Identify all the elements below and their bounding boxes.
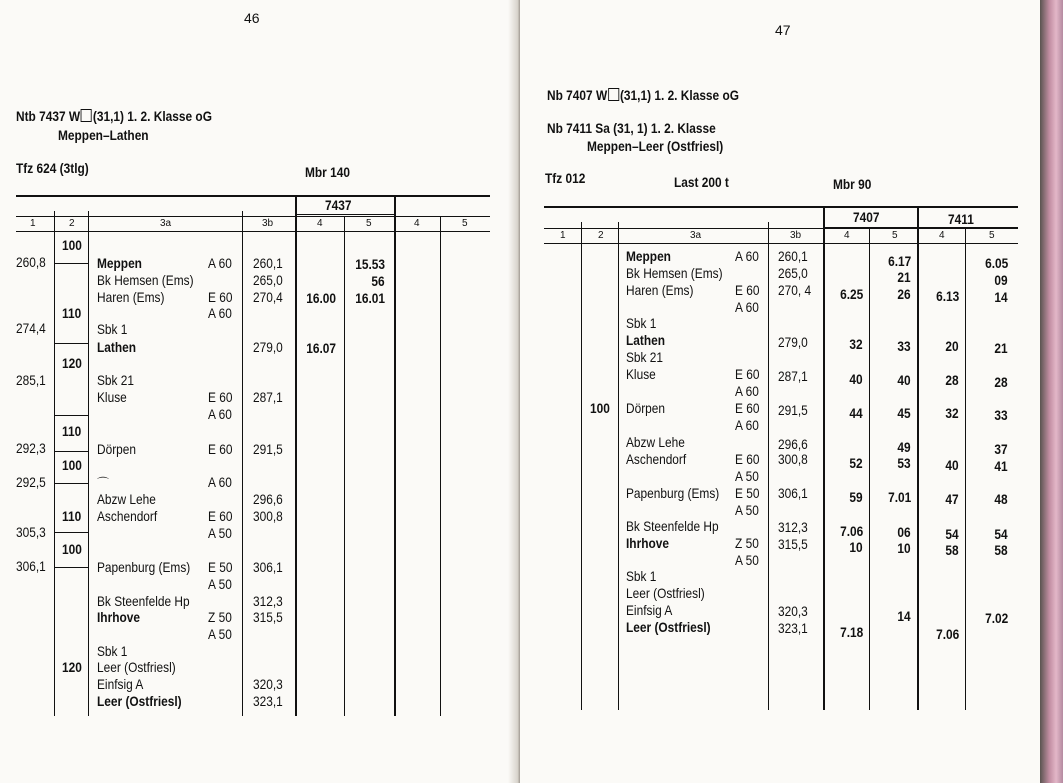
station-name: Sbk 21 xyxy=(97,372,135,388)
distance: 291,5 xyxy=(778,402,808,418)
signal: E 60 xyxy=(208,441,233,457)
signal: A 50 xyxy=(735,502,759,518)
station-name: Leer (Ostfriesl) xyxy=(626,585,705,601)
station-name: Meppen xyxy=(626,248,671,264)
time-value: 54 xyxy=(945,526,959,542)
signal: A 50 xyxy=(208,576,232,592)
tfz-label: Tfz 624 (3tlg) xyxy=(16,160,89,176)
signal: A 60 xyxy=(735,383,759,399)
station-name: Haren (Ems) xyxy=(626,282,694,298)
time-value: 21 xyxy=(897,269,911,285)
time-value: 21 xyxy=(994,340,1008,356)
distance: 300,8 xyxy=(778,451,808,467)
speed-value: 100 xyxy=(62,541,82,557)
distance: 315,5 xyxy=(253,609,283,625)
time-value: 16.01 xyxy=(355,290,385,306)
distance: 315,5 xyxy=(778,536,808,552)
distance: 300,8 xyxy=(253,508,283,524)
time-value: 59 xyxy=(849,489,863,505)
signal: Z 50 xyxy=(735,535,759,551)
station-name: Sbk 1 xyxy=(97,643,128,659)
junction-icon: ⌒ xyxy=(97,476,110,490)
heading-line2: Nb 7411 Sa (31, 1) 1. 2. Klasse xyxy=(547,120,716,136)
time-value: 53 xyxy=(897,455,911,471)
time-value: 40 xyxy=(945,457,959,473)
distance: 323,1 xyxy=(253,693,283,709)
distance: 265,0 xyxy=(253,272,283,288)
km-value: 305,3 xyxy=(16,524,46,540)
time-value: 52 xyxy=(849,455,863,471)
station-name: Bk Hemsen (Ems) xyxy=(97,272,194,288)
col-header: 5 xyxy=(462,218,468,229)
km-value: 274,4 xyxy=(16,320,46,336)
col-header: 3b xyxy=(262,218,274,229)
time-value: 7.18 xyxy=(839,624,863,640)
distance: 270,4 xyxy=(253,289,283,305)
col-header: 2 xyxy=(69,218,75,229)
signal: A 60 xyxy=(208,305,232,321)
speed-value: 120 xyxy=(62,659,82,675)
signal: A 60 xyxy=(208,474,232,490)
station-name: Ihrhove xyxy=(97,609,140,625)
col-header: 1 xyxy=(30,218,36,229)
signal: A 60 xyxy=(735,299,759,315)
distance: 287,1 xyxy=(778,368,808,384)
signal: A 50 xyxy=(208,525,232,541)
signal: Z 50 xyxy=(208,609,232,625)
tfz-label: Tfz 012 xyxy=(545,170,586,186)
station-name: Sbk 21 xyxy=(626,349,664,365)
time-value: 6.17 xyxy=(887,253,911,269)
time-value: 14 xyxy=(897,608,911,624)
station-name: Abzw Lehe xyxy=(97,491,156,507)
station-name: Haren (Ems) xyxy=(97,289,165,305)
km-value: 292,5 xyxy=(16,474,46,490)
distance: 260,1 xyxy=(778,248,808,264)
speed-value: 100 xyxy=(590,400,610,416)
distance: 270, 4 xyxy=(778,282,812,298)
speed-value: 100 xyxy=(62,457,82,473)
station-name: Aschendorf xyxy=(626,451,687,467)
signal: E 60 xyxy=(208,389,233,405)
distance: 323,1 xyxy=(778,620,808,636)
distance: 265,0 xyxy=(778,265,808,281)
time-value: 16.07 xyxy=(306,340,336,356)
station-name: Leer (Ostfriesl) xyxy=(97,693,182,709)
signal: A 60 xyxy=(735,248,759,264)
distance: 320,3 xyxy=(253,676,283,692)
mbr-label: Mbr 90 xyxy=(833,176,872,192)
station-name: Lathen xyxy=(626,332,666,348)
time-value: 20 xyxy=(945,338,959,354)
page-number: 46 xyxy=(244,10,260,26)
time-value: 28 xyxy=(994,374,1008,390)
time-value: 28 xyxy=(945,372,959,388)
signal: A 50 xyxy=(735,468,759,484)
train-number: 7407 xyxy=(853,209,880,225)
heading-line1: Ntb 7437 W (31,1) 1. 2. Klasse oG xyxy=(16,108,212,124)
col-header: 4 xyxy=(844,230,850,241)
time-value: 6.13 xyxy=(935,288,959,304)
mbr-label: Mbr 140 xyxy=(305,164,350,180)
station-name: Bk Steenfelde Hp xyxy=(97,593,190,609)
station-name: Dörpen xyxy=(97,441,137,457)
signal: E 50 xyxy=(208,559,233,575)
distance: 312,3 xyxy=(253,593,283,609)
signal: A 60 xyxy=(208,255,232,271)
time-value: 6.25 xyxy=(839,286,863,302)
train-number: 7437 xyxy=(325,197,352,213)
km-value: 260,8 xyxy=(16,254,46,270)
time-value: 10 xyxy=(849,539,863,555)
distance: 320,3 xyxy=(778,603,808,619)
time-value: 40 xyxy=(849,371,863,387)
distance: 296,6 xyxy=(253,491,283,507)
station-name: Bk Hemsen (Ems) xyxy=(626,265,723,281)
time-value: 16.00 xyxy=(306,290,336,306)
station-name: Sbk 1 xyxy=(97,321,128,337)
station-name: Bk Steenfelde Hp xyxy=(626,518,719,534)
distance: 306,1 xyxy=(778,485,808,501)
station-name: Ihrhove xyxy=(626,535,669,551)
time-value: 58 xyxy=(994,542,1008,558)
speed-value: 120 xyxy=(62,355,82,371)
time-value: 58 xyxy=(945,542,959,558)
station-name: Kluse xyxy=(626,366,656,382)
station-name: Sbk 1 xyxy=(626,568,657,584)
right-page xyxy=(520,0,1044,783)
station-name: Abzw Lehe xyxy=(626,434,685,450)
station-name: Sbk 1 xyxy=(626,315,657,331)
col-header: 1 xyxy=(560,230,566,241)
time-value: 49 xyxy=(897,439,911,455)
station-name: Kluse xyxy=(97,389,127,405)
station-name: Einfsig A xyxy=(626,602,673,618)
distance: 291,5 xyxy=(253,441,283,457)
time-value: 10 xyxy=(897,540,911,556)
time-value: 47 xyxy=(945,491,959,507)
speed-value: 110 xyxy=(62,423,82,439)
station-name: Meppen xyxy=(97,255,142,271)
speed-value: 110 xyxy=(62,508,82,524)
heading-route: Meppen–Leer (Ostfriesl) xyxy=(587,138,724,154)
station-name: Leer (Ostfriesl) xyxy=(626,619,711,635)
signal: E 60 xyxy=(735,282,760,298)
signal: E 60 xyxy=(208,289,233,305)
col-header: 3a xyxy=(690,230,702,241)
distance: 287,1 xyxy=(253,389,283,405)
time-value: 7.06 xyxy=(935,626,959,642)
signal: A 50 xyxy=(208,626,232,642)
time-value: 32 xyxy=(945,405,959,421)
col-header: 3a xyxy=(160,218,172,229)
distance: 312,3 xyxy=(778,519,808,535)
time-value: 41 xyxy=(994,458,1008,474)
last-label: Last 200 t xyxy=(674,174,729,190)
weekday-icon xyxy=(81,109,92,122)
signal: A 50 xyxy=(735,552,759,568)
time-value: 14 xyxy=(994,289,1008,305)
time-value: 06 xyxy=(897,524,911,540)
col-header: 4 xyxy=(939,230,945,241)
weekday-icon xyxy=(608,88,619,101)
time-value: 54 xyxy=(994,526,1008,542)
signal: E 50 xyxy=(735,485,760,501)
time-value: 6.05 xyxy=(984,255,1008,271)
train-number: 7411 xyxy=(948,211,974,227)
col-header: 5 xyxy=(989,230,995,241)
time-value: 37 xyxy=(994,441,1008,457)
signal: E 60 xyxy=(735,366,760,382)
speed-value: 110 xyxy=(62,305,82,321)
signal: A 60 xyxy=(208,406,232,422)
time-value: 15.53 xyxy=(355,256,385,272)
time-value: 26 xyxy=(897,286,911,302)
time-value: 45 xyxy=(897,405,911,421)
col-header: 5 xyxy=(892,230,898,241)
km-value: 292,3 xyxy=(16,440,46,456)
signal: A 60 xyxy=(735,417,759,433)
time-value: 7.01 xyxy=(887,489,911,505)
time-value: 44 xyxy=(849,405,863,421)
time-value: 33 xyxy=(994,407,1008,423)
distance: 260,1 xyxy=(253,255,283,271)
station-name: Papenburg (Ems) xyxy=(97,559,191,575)
signal: E 60 xyxy=(735,451,760,467)
station-name: Leer (Ostfriesl) xyxy=(97,659,176,675)
distance: 279,0 xyxy=(778,334,808,350)
col-header: 5 xyxy=(366,218,372,229)
col-header: 3b xyxy=(790,230,802,241)
time-value: 33 xyxy=(897,338,911,354)
signal: E 60 xyxy=(735,400,760,416)
station-name: Einfsig A xyxy=(97,676,144,692)
time-value: 09 xyxy=(994,272,1008,288)
distance: 296,6 xyxy=(778,436,808,452)
left-page xyxy=(0,0,516,783)
km-value: 285,1 xyxy=(16,372,46,388)
time-value: 40 xyxy=(897,372,911,388)
col-header: 4 xyxy=(414,218,420,229)
station-name: Dörpen xyxy=(626,400,666,416)
heading-route: Meppen–Lathen xyxy=(58,127,149,143)
time-value: 48 xyxy=(994,491,1008,507)
heading-line1: Nb 7407 W (31,1) 1. 2. Klasse oG xyxy=(547,87,740,103)
distance: 306,1 xyxy=(253,559,283,575)
time-value: 7.02 xyxy=(984,610,1008,626)
speed-value: 100 xyxy=(62,237,82,253)
time-value: 32 xyxy=(849,336,863,352)
distance: 279,0 xyxy=(253,339,283,355)
time-value: 7.06 xyxy=(839,523,863,539)
time-value: 56 xyxy=(371,273,385,289)
station-name: Papenburg (Ems) xyxy=(626,485,720,501)
km-value: 306,1 xyxy=(16,558,46,574)
col-header: 4 xyxy=(317,218,323,229)
station-name: Aschendorf xyxy=(97,508,158,524)
col-header: 2 xyxy=(598,230,604,241)
book-edge xyxy=(1040,0,1063,783)
station-name: Lathen xyxy=(97,339,137,355)
signal: E 60 xyxy=(208,508,233,524)
page-number: 47 xyxy=(775,22,791,38)
